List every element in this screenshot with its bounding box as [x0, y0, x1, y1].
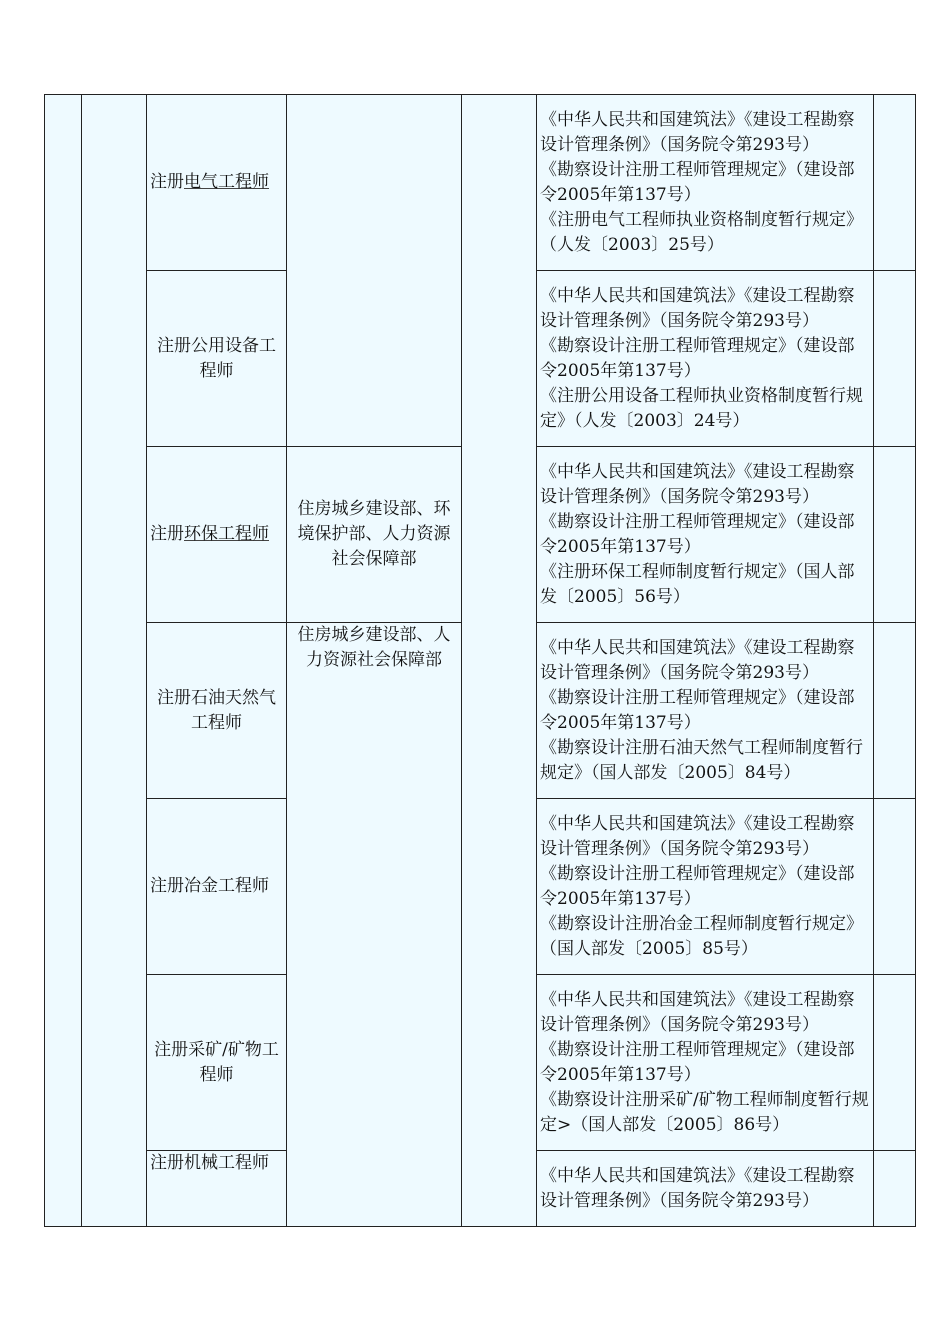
legal-basis-cell: 《中华人民共和国建筑法》《建设工程勘察设计管理条例》（国务院令第293号） 《勘察设计注册工程师管理规定》（建设部令2005年第137号） 《注册环保工程师制度暂行规定》（国人部发〔2005〕56号） [537, 447, 874, 623]
remarks-cell [874, 447, 916, 623]
remarks-cell [874, 623, 916, 799]
legal-basis-cell: 《中华人民共和国建筑法》《建设工程勘察设计管理条例》（国务院令第293号） 《勘察设计注册工程师管理规定》（建设部令2005年第137号） 《勘察设计注册采矿/矿物工程师制度暂行规定>（国人部发〔2005〕86号） [537, 975, 874, 1151]
remarks-cell [874, 975, 916, 1151]
department-cell: 住房城乡建设部、环境保护部、人力资源社会保障部 [287, 447, 462, 623]
qualification-name: 注册采矿/矿物工程师 [147, 975, 287, 1151]
qualification-name: 注册石油天然气工程师 [147, 623, 287, 799]
qualification-link[interactable]: 电气工程师 [184, 172, 269, 192]
category-cell [82, 95, 147, 1227]
remarks-cell [874, 1151, 916, 1227]
qualification-name: 注册冶金工程师 [147, 799, 287, 975]
legal-basis-cell: 《中华人民共和国建筑法》《建设工程勘察设计管理条例》（国务院令第293号） [537, 1151, 874, 1227]
index-cell [45, 95, 82, 1227]
remarks-cell [874, 271, 916, 447]
qualification-link[interactable]: 环保工程师 [184, 524, 269, 544]
remarks-cell [874, 95, 916, 271]
qualification-name: 注册电气工程师 [147, 95, 287, 271]
qualification-table [44, 94, 916, 1227]
legal-basis-cell: 《中华人民共和国建筑法》《建设工程勘察设计管理条例》（国务院令第293号） 《勘察设计注册工程师管理规定》（建设部令2005年第137号） 《注册公用设备工程师执业资格制度暂行规定》（人发〔2003〕24号） [537, 271, 874, 447]
qualification-name: 注册机械工程师 [147, 1151, 287, 1227]
qualification-name: 注册环保工程师 [147, 447, 287, 623]
department-cell [287, 95, 462, 447]
legal-basis-cell: 《中华人民共和国建筑法》《建设工程勘察设计管理条例》（国务院令第293号） 《勘察设计注册工程师管理规定》（建设部令2005年第137号） 《勘察设计注册冶金工程师制度暂行规定》（国人部发〔2005〕85号） [537, 799, 874, 975]
legal-basis-cell: 《中华人民共和国建筑法》《建设工程勘察设计管理条例》（国务院令第293号） 《勘察设计注册工程师管理规定》（建设部令2005年第137号） 《注册电气工程师执业资格制度暂行规定》（人发〔2003〕25号） [537, 95, 874, 271]
legal-basis-cell: 《中华人民共和国建筑法》《建设工程勘察设计管理条例》（国务院令第293号） 《勘察设计注册工程师管理规定》（建设部令2005年第137号） 《勘察设计注册石油天然气工程师制度暂行规定》（国人部发〔2005〕84号） [537, 623, 874, 799]
qualification-name: 注册公用设备工程师 [147, 271, 287, 447]
blank-column-cell [462, 95, 537, 1227]
department-cell: 住房城乡建设部、人力资源社会保障部 [287, 623, 462, 1227]
remarks-cell [874, 799, 916, 975]
table-row [45, 95, 916, 271]
